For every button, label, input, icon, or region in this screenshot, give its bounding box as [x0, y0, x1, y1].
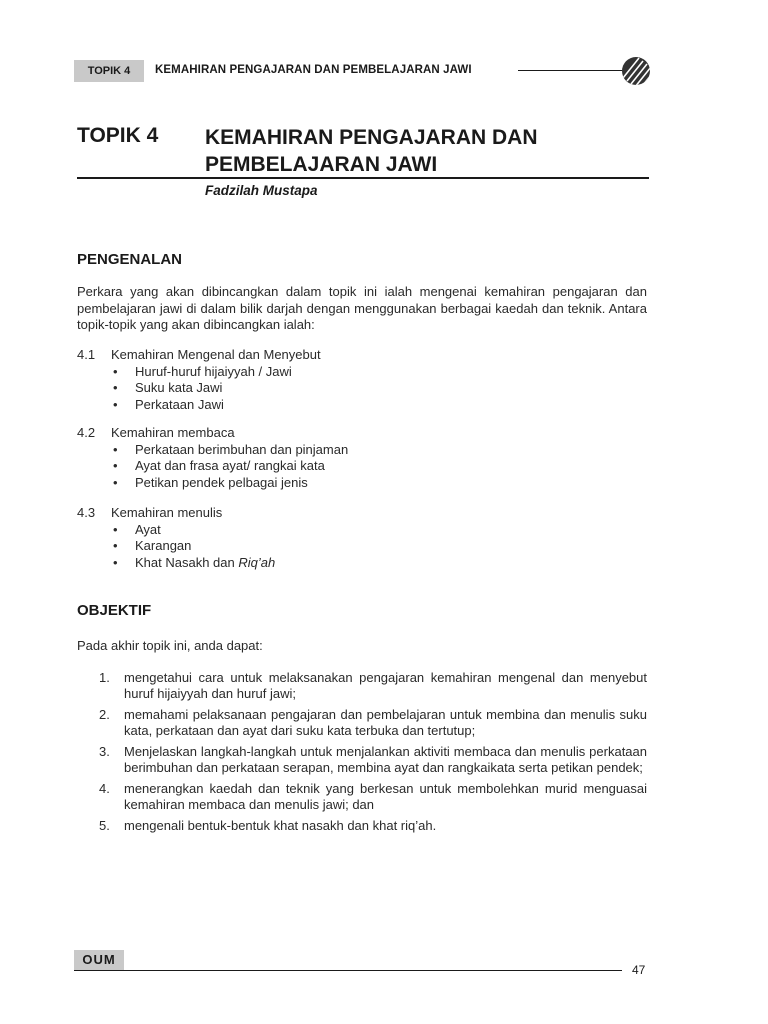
footer-oum-tag: OUM — [74, 950, 124, 970]
bullet-item: • Ayat — [111, 522, 275, 539]
objective-text: memahami pelaksanaan pengajaran dan pembelajaran untuk membina dan menulis suku kata, perkataan dan ayat dari suku kata terbuka dan tertutup; — [124, 707, 647, 738]
bullet-item: • Suku kata Jawi — [111, 380, 292, 397]
bullet-item-italic-text: Riq’ah — [238, 554, 276, 570]
objective-number: 3. — [99, 744, 110, 759]
objective-item — [77, 744, 647, 775]
bullet-item: • Huruf-huruf hijaiyyah / Jawi — [111, 364, 292, 381]
header-rule — [518, 70, 624, 71]
intro-paragraph: Perkara yang akan dibincangkan dalam topik ini ialah mengenai kemahiran pengajaran dan pembelajaran jawi di dalam bilik darjah dengan menggunakan berbagai kaedah dan teknik. Antara topik-topik yang akan dibincangkan ialah: — [77, 284, 647, 332]
objective-item — [77, 670, 647, 701]
objective-text: mengetahui cara untuk melaksanakan pengajaran kemahiran mengenal dan menyebut huruf hijaiyyah dan huruf jawi; — [124, 670, 647, 701]
bullet-item: • Petikan pendek pelbagai jenis — [111, 475, 348, 492]
topic-label: TOPIK 4 — [77, 124, 159, 147]
outline-title: Kemahiran membaca — [111, 425, 235, 440]
oum-globe-logo-icon — [621, 56, 651, 86]
objective-text: mengenali bentuk-bentuk khat nasakh dan khat riq’ah. — [124, 818, 437, 833]
bullet-item-text: Khat Nasakh dan — [135, 554, 239, 570]
bullet-item — [111, 555, 275, 572]
bullet-item: • Perkataan Jawi — [111, 397, 292, 414]
objective-text: menerangkan kaedah dan teknik yang berkesan untuk membolehkan murid menguasai kemahiran membaca dan menulis jawi; dan — [124, 781, 647, 812]
header-title: KEMAHIRAN PENGAJARAN DAN PEMBELAJARAN JAWI — [155, 64, 472, 76]
outline-number: 4.3 — [77, 505, 96, 520]
header-topic-tag: TOPIK 4 — [74, 60, 144, 82]
objective-number: 1. — [99, 670, 110, 685]
outline-number: 4.2 — [77, 425, 96, 440]
outline-number: 4.1 — [77, 347, 96, 362]
footer-rule — [74, 970, 622, 971]
objective-item — [77, 707, 647, 738]
outline-title: Kemahiran Mengenal dan Menyebut — [111, 347, 321, 362]
objective-number: 4. — [99, 781, 110, 796]
objective-item — [77, 781, 647, 812]
page-number: 47 — [632, 963, 646, 977]
bullet-item: • Karangan — [111, 538, 275, 555]
running-header — [74, 60, 650, 82]
bullet-list — [111, 522, 275, 572]
objective-item — [77, 818, 647, 834]
objectives-list — [77, 670, 647, 840]
topic-title: KEMAHIRAN PENGAJARAN DAN PEMBELAJARAN JAWI — [205, 126, 538, 176]
bullet-list — [111, 442, 348, 492]
outline-title: Kemahiran menulis — [111, 505, 223, 520]
objective-number: 5. — [99, 818, 110, 833]
intro-heading: PENGENALAN — [77, 251, 183, 268]
objectives-lead: Pada akhir topik ini, anda dapat: — [77, 638, 263, 653]
objective-number: 2. — [99, 707, 110, 722]
bullet-item: • Perkataan berimbuhan dan pinjaman — [111, 442, 348, 459]
objectives-heading: OBJEKTIF — [77, 602, 152, 619]
objective-text: Menjelaskan langkah-langkah untuk menjalankan aktiviti membaca dan menulis perkataan berimbuhan dan perkataan serapan, membina ayat dan rangkaikata serta petikan pendek; — [124, 744, 647, 775]
bullet-list — [111, 364, 292, 414]
title-rule — [77, 177, 649, 179]
author-name: Fadzilah Mustapa — [205, 183, 318, 198]
bullet-item: • Ayat dan frasa ayat/ rangkai kata — [111, 458, 348, 475]
